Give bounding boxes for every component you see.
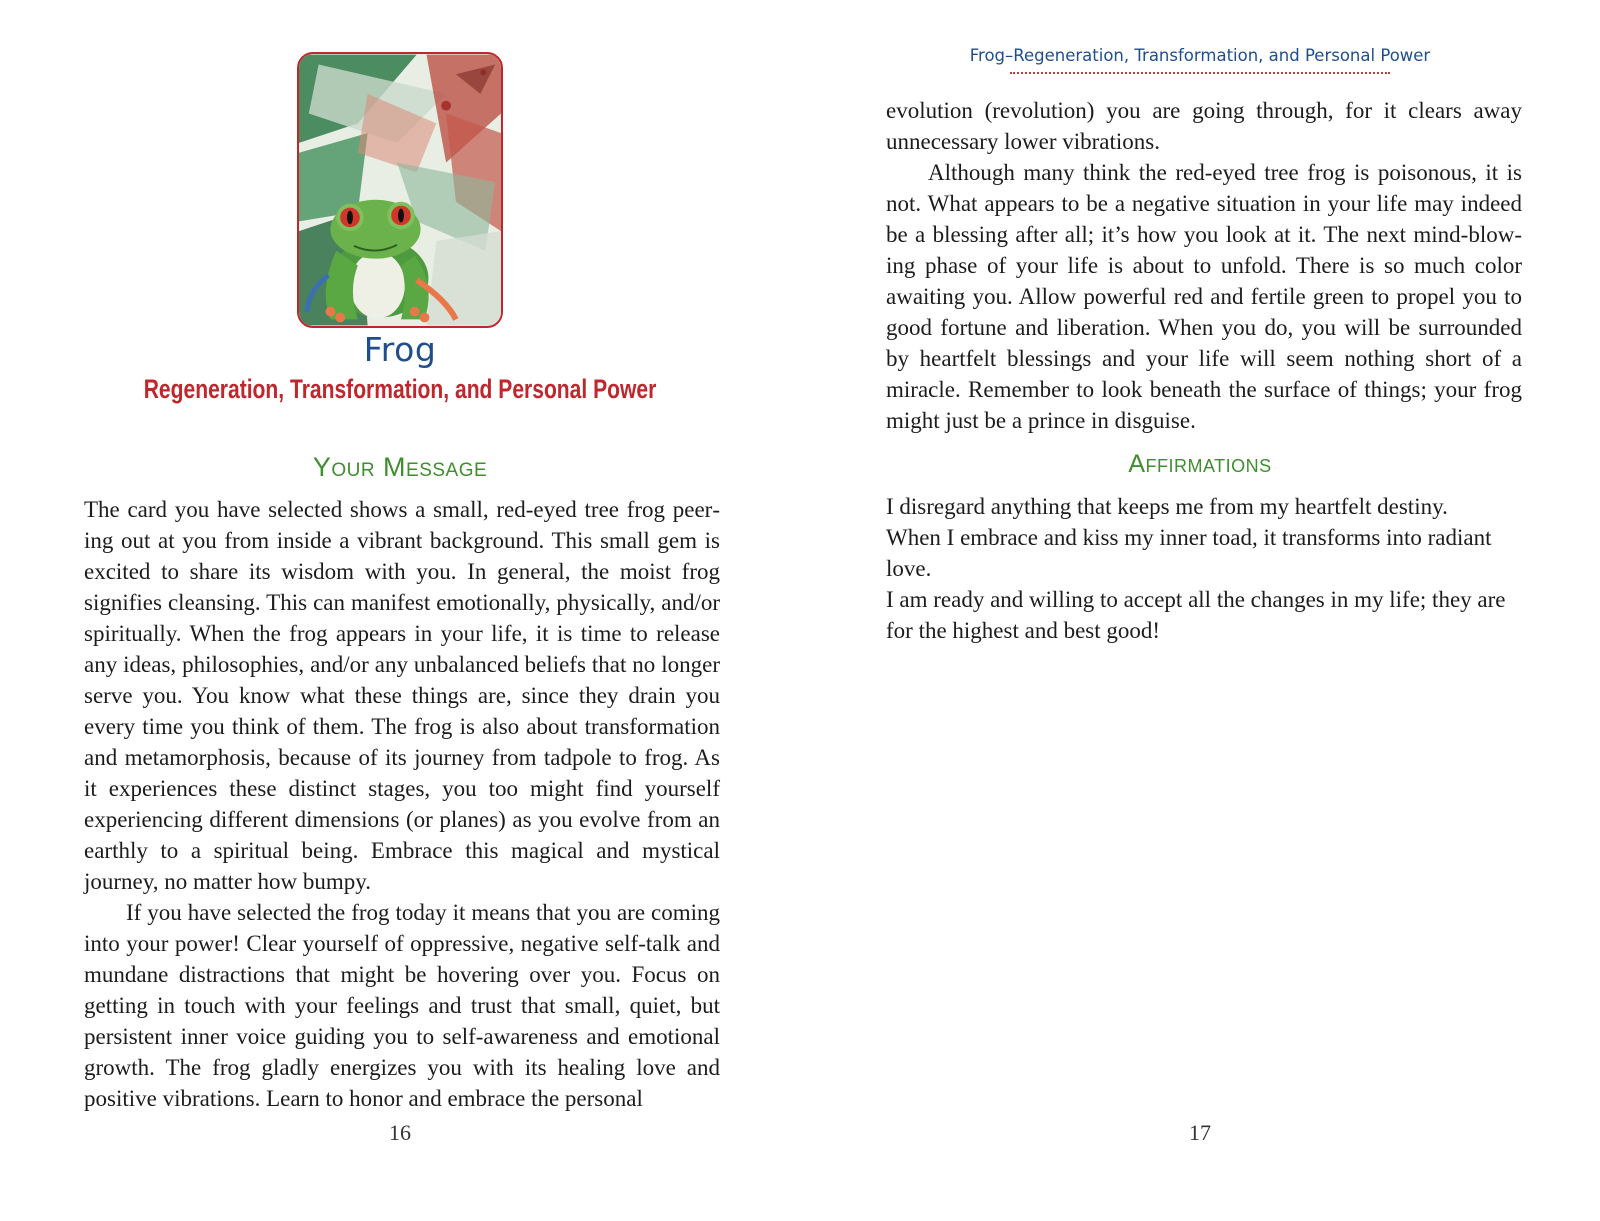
continued-paragraph-1: evolution (revolution) you are going through, for it clears away unnecessary lower vibrations.	[886, 98, 1522, 154]
frog-card-illustration	[297, 52, 503, 328]
running-head-rule	[1010, 72, 1390, 74]
affirmation-item: I disregard anything that keeps me from my heartfelt destiny.	[886, 494, 1448, 519]
message-paragraph-2: If you have selected the frog today it means that you are coming into your power! Clear yourself of oppressive, negative self-talk and mundane distractions that might be hovering over you. Focus on getting in touch with your feelings and trust that small, quiet, but persistent inner voice guiding you to self-awareness and emotional growth. The frog gladly energizes you with its healing love and positive vibrations. Learn to honor and embrace the personal	[84, 900, 720, 1111]
running-head: Frog–Regeneration, Transformation, and Personal Power	[969, 46, 1431, 65]
message-paragraph-1: The card you have selected shows a small, red-eyed tree frog peering out at you from inside a vibrant background. This small gem is excited to share its wisdom with you. In general, the moist frog signifies cleansing. This can manifest emotionally, physically, and/or spiritually. When the frog appears in your life, it is time to release any ideas, philosophies, and/or any unbalanced beliefs that no longer serve you. You know what these things are, since they drain you every time you think of them. The frog is also about transformation and metamorphosis, because of its journey from tadpole to frog. As it experiences these distinct stages, you too might find yourself experiencing different dimensions (or planes) as you evolve from an earthly to a spiritual being. Embrace this magical and mystical journey, no matter how bumpy.	[84, 497, 720, 894]
message-continued-body	[886, 95, 1522, 436]
your-message-heading: Your Message	[312, 452, 488, 482]
page-number-left: 16	[389, 1120, 411, 1145]
right-page	[800, 0, 1600, 1221]
affirmation-item: I am ready and willing to accept all the changes in my life; they are for the highest and best good!	[886, 587, 1506, 643]
frog-painting-icon	[299, 54, 501, 326]
page-number-right: 17	[1189, 1120, 1211, 1145]
affirmations-list	[886, 491, 1522, 646]
card-subtitle: Regeneration, Transformation, and Personal Power	[143, 374, 657, 404]
your-message-body	[84, 494, 720, 1114]
affirmations-heading: Affirmations	[1128, 450, 1272, 478]
continued-paragraph-2: Although many think the red-eyed tree frog is poisonous, it is not. What appears to be a negative situation in your life may indeed be a blessing after all; it’s how you look at it. The next mind-blowing phase of your life is about to unfold. There is so much color awaiting you. Allow powerful red and fertile green to propel you to good fortune and liberation. When you do, you will be surrounded by heartfelt blessings and your life will seem nothing short of a miracle. Remember to look beneath the surface of things; your frog might just be a prince in disguise.	[886, 160, 1522, 433]
affirmation-item: When I embrace and kiss my inner toad, it transforms into radiant love.	[886, 525, 1492, 581]
card-name: Frog	[363, 330, 437, 369]
